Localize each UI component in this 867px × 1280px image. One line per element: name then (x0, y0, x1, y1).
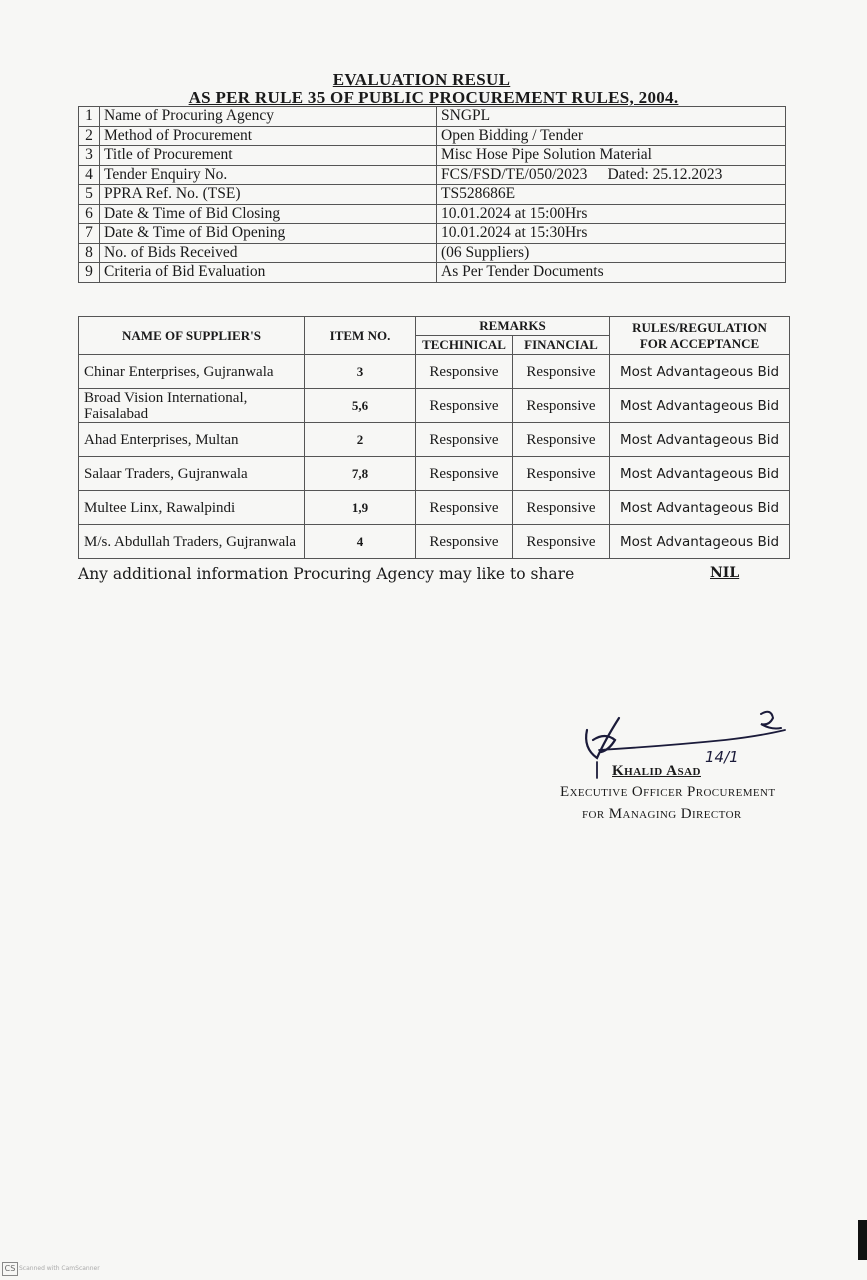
info-row-value: Misc Hose Pipe Solution Material (437, 146, 786, 166)
table-row (79, 423, 790, 457)
info-row-value: (06 Suppliers) (437, 243, 786, 263)
info-row-label: No. of Bids Received (100, 243, 437, 263)
evaluation-table (78, 316, 790, 559)
item-number: 7,8 (305, 457, 416, 491)
info-row (79, 107, 786, 127)
table-row (79, 491, 790, 525)
info-row-value: 10.01.2024 at 15:00Hrs (437, 204, 786, 224)
signature-date-annotation: 14/1 (705, 748, 739, 766)
info-row-label: Criteria of Bid Evaluation (100, 263, 437, 283)
table-row (79, 389, 790, 423)
info-row-label: Date & Time of Bid Closing (100, 204, 437, 224)
technical-remark: Responsive (416, 389, 513, 423)
financial-remark: Responsive (513, 423, 610, 457)
document-subtitle: AS PER RULE 35 OF PUBLIC PROCUREMENT RULES, 2004. (188, 88, 679, 107)
header-rules-line1: RULES/REGULATION (632, 319, 767, 335)
scanner-watermark-text: Scanned with CamScanner (19, 1265, 100, 1272)
info-row (79, 146, 786, 166)
item-number: 5,6 (305, 389, 416, 423)
info-row-value: TS528686E (437, 185, 786, 205)
info-row-number: 7 (79, 224, 100, 244)
info-row (79, 224, 786, 244)
info-row-value: Open Bidding / Tender (437, 126, 786, 146)
technical-remark: Responsive (416, 491, 513, 525)
info-row-label: Tender Enquiry No. (100, 165, 437, 185)
item-number: 4 (305, 525, 416, 559)
header-remarks: REMARKS (416, 317, 610, 336)
header-technical: TECHINICAL (416, 336, 513, 355)
info-row-number: 2 (79, 126, 100, 146)
info-row-number: 6 (79, 204, 100, 224)
technical-remark: Responsive (416, 457, 513, 491)
info-row (79, 126, 786, 146)
info-row (79, 243, 786, 263)
info-row-number: 3 (79, 146, 100, 166)
supplier-name: Ahad Enterprises, Multan (79, 423, 305, 457)
document-title: EVALUATION RESUL (332, 70, 511, 89)
item-number: 1,9 (305, 491, 416, 525)
info-row-value: SNGPL (437, 107, 786, 127)
info-row-number: 5 (79, 185, 100, 205)
acceptance-rule: Most Advantageous Bid (610, 525, 790, 559)
info-row-value: As Per Tender Documents (437, 263, 786, 283)
financial-remark: Responsive (513, 491, 610, 525)
acceptance-rule: Most Advantageous Bid (610, 457, 790, 491)
info-row (79, 204, 786, 224)
info-row-value (437, 165, 786, 185)
supplier-name: Salaar Traders, Gujranwala (79, 457, 305, 491)
financial-remark: Responsive (513, 389, 610, 423)
supplier-name: M/s. Abdullah Traders, Gujranwala (79, 525, 305, 559)
table-row (79, 355, 790, 389)
signatory-for-line: for Managing Director (582, 806, 742, 822)
camscanner-logo-icon: CS (2, 1262, 18, 1276)
tender-enquiry-number: FCS/FSD/TE/050/2023 (441, 165, 588, 183)
acceptance-rule: Most Advantageous Bid (610, 491, 790, 525)
supplier-name: Broad Vision International, Faisalabad (79, 389, 305, 423)
procurement-info-table (78, 106, 786, 283)
header-rules (610, 317, 790, 355)
scan-edge-shadow (858, 1220, 867, 1260)
info-row-number: 1 (79, 107, 100, 127)
technical-remark: Responsive (416, 423, 513, 457)
info-row-label: Name of Procuring Agency (100, 107, 437, 127)
info-row-number: 4 (79, 165, 100, 185)
acceptance-rule: Most Advantageous Bid (610, 355, 790, 389)
financial-remark: Responsive (513, 355, 610, 389)
evaluation-header-row (79, 317, 790, 336)
info-row-label: Date & Time of Bid Opening (100, 224, 437, 244)
header-rules-line2: FOR ACCEPTANCE (639, 335, 760, 351)
acceptance-rule: Most Advantageous Bid (610, 389, 790, 423)
signatory-name: Khalid Asad (612, 763, 701, 779)
table-row (79, 525, 790, 559)
technical-remark: Responsive (416, 355, 513, 389)
header-item-no: ITEM NO. (305, 317, 416, 355)
info-row (79, 165, 786, 185)
table-row (79, 457, 790, 491)
item-number: 3 (305, 355, 416, 389)
additional-info-value: NIL (710, 565, 740, 581)
info-row-label: Method of Procurement (100, 126, 437, 146)
supplier-name: Chinar Enterprises, Gujranwala (79, 355, 305, 389)
info-row-label: Title of Procurement (100, 146, 437, 166)
tender-dated: Dated: 25.12.2023 (607, 165, 723, 183)
header-supplier: NAME OF SUPPLIER'S (79, 317, 305, 355)
info-row (79, 263, 786, 283)
info-row (79, 185, 786, 205)
info-row-value: 10.01.2024 at 15:30Hrs (437, 224, 786, 244)
signatory-title: Executive Officer Procurement (560, 784, 776, 800)
supplier-name: Multee Linx, Rawalpindi (79, 491, 305, 525)
info-row-label: PPRA Ref. No. (TSE) (100, 185, 437, 205)
item-number: 2 (305, 423, 416, 457)
technical-remark: Responsive (416, 525, 513, 559)
info-row-number: 8 (79, 243, 100, 263)
info-row-number: 9 (79, 263, 100, 283)
financial-remark: Responsive (513, 525, 610, 559)
additional-info-label: Any additional information Procuring Agency may like to share (78, 565, 575, 583)
header-financial: FINANCIAL (513, 336, 610, 355)
acceptance-rule: Most Advantageous Bid (610, 423, 790, 457)
financial-remark: Responsive (513, 457, 610, 491)
